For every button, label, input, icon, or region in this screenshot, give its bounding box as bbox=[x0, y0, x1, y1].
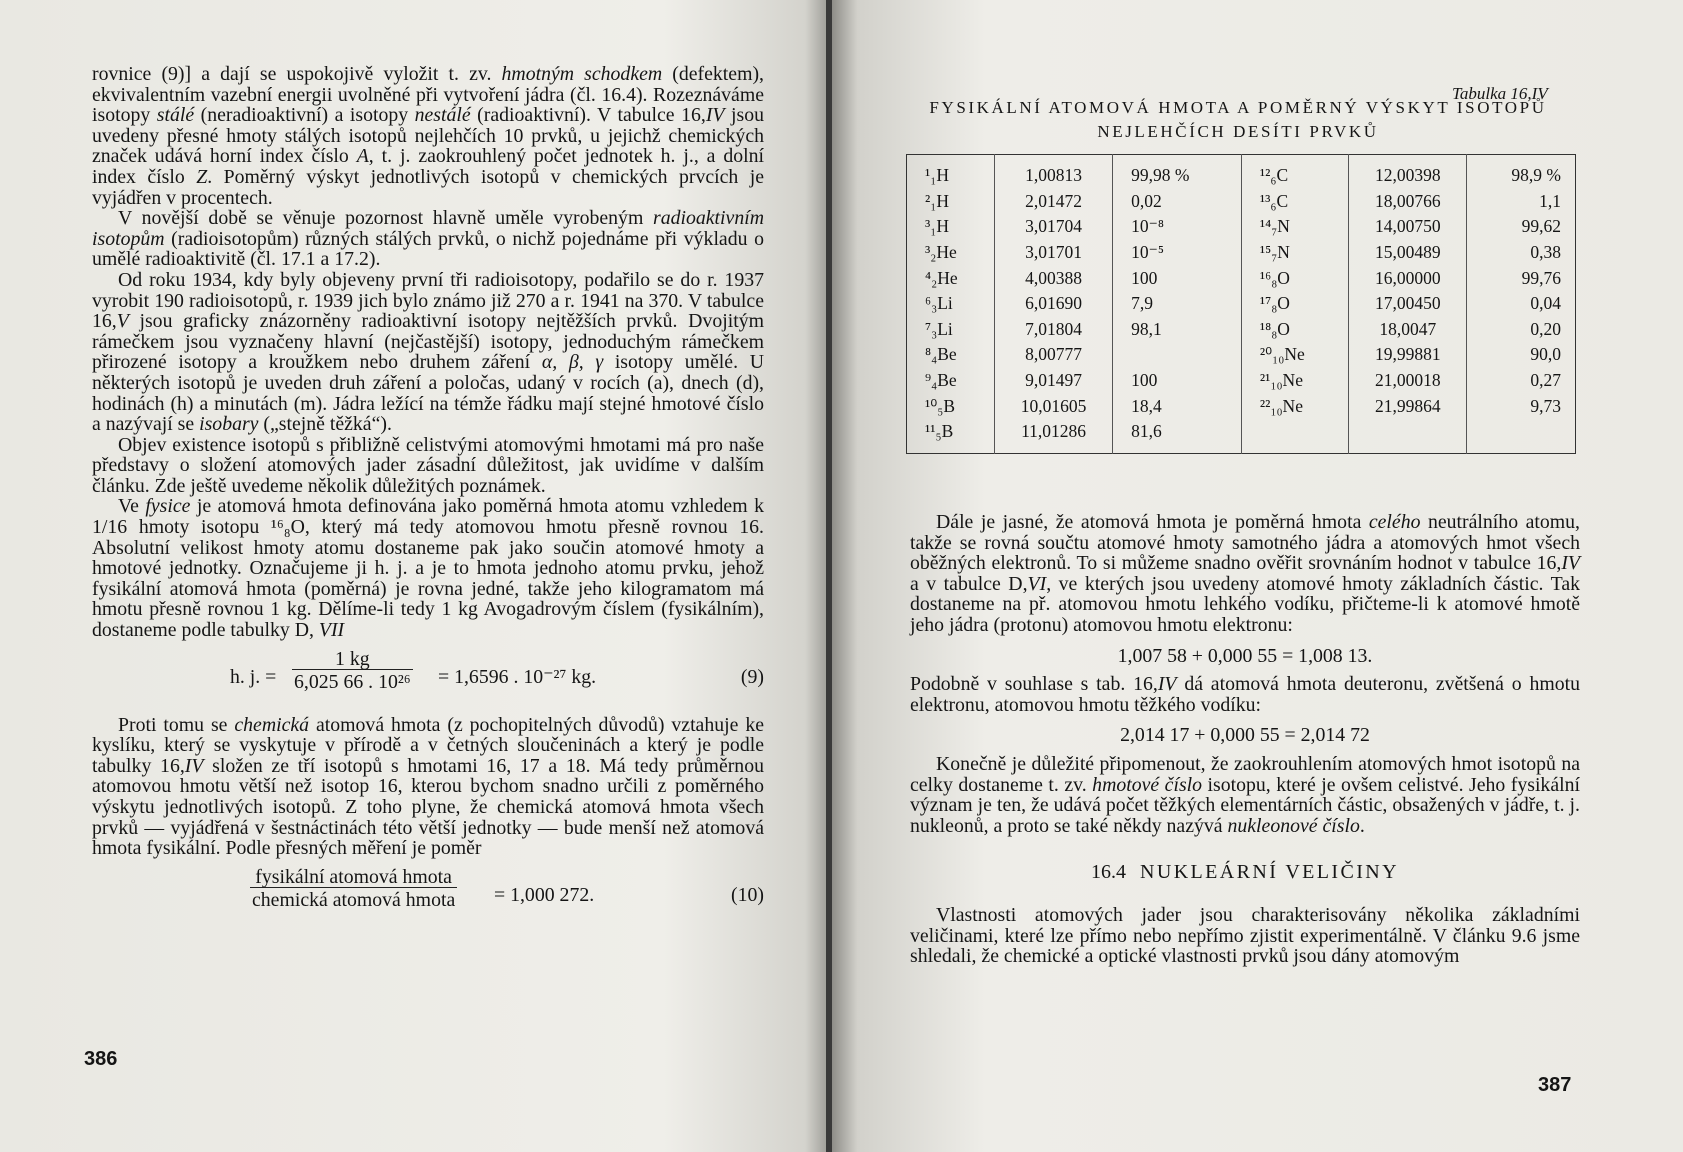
italic-text: VII bbox=[318, 619, 345, 642]
table-row bbox=[907, 368, 1576, 394]
abundance: 0,02 bbox=[1113, 189, 1242, 215]
text-run: (radioisotopům) různých stálých prvků, o nichž pojednáme při výkladu o umělé radioaktivitě (čl. 17.1 a 17.2). bbox=[92, 227, 764, 271]
eq9-lhs: h. j. = bbox=[230, 665, 277, 688]
italic-text: A bbox=[356, 145, 369, 168]
spacer-cell bbox=[1241, 445, 1348, 454]
atomic-mass: 3,01704 bbox=[995, 214, 1113, 240]
equation-deuterium: 2,014 17 + 0,000 55 = 2,014 72 bbox=[1120, 724, 1370, 747]
isotope-symbol: ⁷₃Li bbox=[907, 317, 995, 343]
right-page bbox=[832, 0, 1683, 1152]
atomic-mass: 15,00489 bbox=[1349, 240, 1467, 266]
section-number: 16.4 bbox=[1091, 861, 1127, 884]
isotope-symbol: ¹⁵₇N bbox=[1241, 240, 1348, 266]
atomic-mass: 18,0047 bbox=[1349, 317, 1467, 343]
abundance bbox=[1467, 419, 1576, 445]
paragraph bbox=[92, 496, 764, 640]
text-run: jsou uvedeny přesné hmoty stálých isotopů nejlehčích 10 prvků, u jejichž chemických značek udává horní index číslo bbox=[92, 104, 764, 168]
text-run: (neradioaktivní) a isotopy bbox=[194, 104, 415, 127]
text-run: isotopy umělé. U některých isotopů je uveden druh záření a poločas, udaný v rocích (a), dnech (d), hodinách (h) a minutách (m). Jádra ležící na témže řádku mají stejné hmotové číslo a nazývají se bbox=[92, 351, 765, 436]
italic-text: fysice bbox=[145, 495, 191, 518]
italic-text: isobary bbox=[199, 413, 259, 436]
text-run: , ve kterých jsou uvedeny atomové hmoty základních částic. Tak dostaneme na př. atomovou hmotu lehkého vodíku, přičteme-li k atomové hmotě jeho jádra (protonu) atomovou hmotu elektronu: bbox=[910, 572, 1580, 636]
abundance: 100 bbox=[1113, 265, 1242, 291]
abundance: 7,9 bbox=[1113, 291, 1242, 317]
italic-text: α, β, γ bbox=[541, 351, 604, 374]
table-row bbox=[907, 163, 1576, 189]
italic-text: IV bbox=[184, 754, 204, 777]
isotope-symbol: ⁶₃Li bbox=[907, 291, 995, 317]
italic-text: stálé bbox=[156, 104, 195, 127]
eq9-rhs: = 1,6596 . 10⁻²⁷ kg. bbox=[438, 665, 597, 688]
table-row bbox=[907, 419, 1576, 445]
table-row bbox=[907, 393, 1576, 419]
isotope-symbol: ⁸₄Be bbox=[907, 342, 995, 368]
abundance: 0,04 bbox=[1467, 291, 1576, 317]
table-spacer bbox=[907, 155, 1576, 164]
eq10-numerator: fysikální atomová hmota bbox=[250, 867, 457, 889]
isotope-symbol: ¹¹₅B bbox=[907, 419, 995, 445]
atomic-mass: 10,01605 bbox=[995, 393, 1113, 419]
italic-text: radioaktivním isotopům bbox=[92, 207, 764, 250]
right-page-text bbox=[910, 512, 1580, 967]
atomic-mass: 14,00750 bbox=[1349, 214, 1467, 240]
atomic-mass: 16,00000 bbox=[1349, 265, 1467, 291]
text-run: atomová hmota (z pochopitelných důvodů) vztahuje ke kyslíku, který se vyskytuje v přírodě a v četných sloučeninách a který je podle tabulky 16, bbox=[92, 713, 764, 777]
spacer-cell bbox=[1241, 155, 1348, 164]
eq9-fraction bbox=[292, 649, 413, 693]
spacer-cell bbox=[1349, 445, 1467, 454]
atomic-mass: 18,00766 bbox=[1349, 189, 1467, 215]
isotope-symbol: ¹₁H bbox=[907, 163, 995, 189]
text-run: Proti tomu se bbox=[118, 713, 235, 736]
spacer-cell bbox=[1467, 445, 1576, 454]
atomic-mass: 4,00388 bbox=[995, 265, 1113, 291]
text-run: . Poměrný výskyt jednotlivých isotopů v chemických prvcích je vyjádřen v procentech. bbox=[92, 165, 764, 209]
text-run: (radioaktivní). V tabulce 16, bbox=[470, 104, 706, 127]
isotope-table bbox=[906, 154, 1576, 454]
paragraph-konecne bbox=[910, 754, 1580, 836]
italic-text: chemická bbox=[234, 713, 310, 736]
table-spacer bbox=[907, 445, 1576, 454]
spacer-cell bbox=[1113, 445, 1242, 454]
equation-9 bbox=[92, 649, 764, 705]
table-label: Tabulka 16,IV bbox=[1452, 84, 1548, 103]
abundance: 98,9 % bbox=[1467, 163, 1576, 189]
isotope-symbol: ³₁H bbox=[907, 214, 995, 240]
abundance: 9,73 bbox=[1467, 393, 1576, 419]
abundance: 99,76 bbox=[1467, 265, 1576, 291]
paragraph-podobne bbox=[910, 674, 1580, 715]
abundance: 98,1 bbox=[1113, 317, 1242, 343]
paragraph-vlastnosti bbox=[910, 905, 1580, 967]
isotope-symbol: ³₂He bbox=[907, 240, 995, 266]
atomic-mass: 21,00018 bbox=[1349, 368, 1467, 394]
atomic-mass: 2,01472 bbox=[995, 189, 1113, 215]
spacer-cell bbox=[907, 155, 995, 164]
isotope-symbol: ²₁H bbox=[907, 189, 995, 215]
abundance: 0,27 bbox=[1467, 368, 1576, 394]
page-number-right: 387 bbox=[1538, 1074, 1572, 1096]
atomic-mass: 6,01690 bbox=[995, 291, 1113, 317]
text-run: V novější době se věnuje pozornost hlavně uměle vyrobeným bbox=[118, 207, 654, 230]
text-run: jsou graficky znázorněny radioaktivní isotopy nejtěžších prvků. Dvojitým rámečkem jsou vyznačeny hlavní (nejčastější) isotopy, jednoduchým rámečkem přirozené isotopy a kroužkem nebo druhem záření bbox=[92, 310, 764, 374]
atomic-mass: 8,00777 bbox=[995, 342, 1113, 368]
left-paragraphs bbox=[92, 64, 764, 641]
table-row bbox=[907, 342, 1576, 368]
italic-text: nestálé bbox=[414, 104, 471, 127]
table-row bbox=[907, 265, 1576, 291]
abundance: 100 bbox=[1113, 368, 1242, 394]
abundance: 0,20 bbox=[1467, 317, 1576, 343]
text-run: Od roku 1934, kdy byly objeveny první tři radioisotopy, podařilo se do r. 1937 vyrobit 190 radioisotopů, r. 1939 jich bylo známo již 270 a r. 1941 na 370. V tabulce 16, bbox=[92, 268, 764, 333]
text-run: dá atomová hmota deuteronu, zvětšená o hmotu elektronu, atomovou hmotu těžkého vodíku: bbox=[910, 673, 1580, 716]
paragraph-dale bbox=[910, 512, 1580, 636]
abundance: 99,98 % bbox=[1113, 163, 1242, 189]
italic-text: hmotové číslo bbox=[1092, 773, 1203, 796]
text-run: a v tabulce D, bbox=[910, 572, 1028, 595]
paragraph bbox=[92, 208, 764, 270]
eq9-number: (9) bbox=[740, 665, 764, 688]
text-run: rovnice (9)] a dají se uspokojivě vyložit t. zv. bbox=[92, 63, 502, 85]
isotope-symbol: ¹⁰₅B bbox=[907, 393, 995, 419]
abundance: 10⁻⁸ bbox=[1113, 214, 1242, 240]
spacer-cell bbox=[1349, 155, 1467, 164]
table-row bbox=[907, 189, 1576, 215]
italic-text: Z bbox=[196, 165, 208, 188]
italic-text: IV bbox=[1157, 673, 1177, 696]
italic-text: VI bbox=[1027, 572, 1047, 595]
isotope-symbol: ¹²₆C bbox=[1241, 163, 1348, 189]
abundance: 90,0 bbox=[1467, 342, 1576, 368]
eq9-denominator: 6,025 66 . 10²⁶ bbox=[294, 671, 411, 694]
equation-hydrogen: 1,007 58 + 0,000 55 = 1,008 13. bbox=[1117, 644, 1373, 667]
atomic-mass: 7,01804 bbox=[995, 317, 1113, 343]
table-row bbox=[907, 240, 1576, 266]
left-page-text bbox=[92, 64, 764, 933]
text-run: Konečně je důležité připomenout, že zaokrouhlením atomových hmot isotopů na celky dostaneme t. zv. bbox=[910, 752, 1580, 796]
text-run: , t. j. zaokrouhlený počet jednotek h. j., a dolní index číslo bbox=[92, 145, 765, 188]
isotope-symbol: ²¹₁₀Ne bbox=[1241, 368, 1348, 394]
equation-10 bbox=[92, 867, 764, 923]
table-row bbox=[907, 317, 1576, 343]
spacer-cell bbox=[1113, 155, 1242, 164]
atomic-mass: 21,99864 bbox=[1349, 393, 1467, 419]
isotope-symbol: ¹⁶₈O bbox=[1241, 265, 1348, 291]
atomic-mass: 19,99881 bbox=[1349, 342, 1467, 368]
table-title-line-1: FYSIKÁLNÍ ATOMOVÁ HMOTA A POMĚRNÝ VÝSKYT ISOTOPŮ bbox=[929, 98, 1547, 117]
text-run: Objev existence isotopů s přibližně celistvými atomovými hmotami má pro naše představy o složení atomových jader zásadní důležitost, jak uvidíme v dalším článku. Zde ještě uvedeme několik důležitých poznámek. bbox=[92, 433, 764, 497]
atomic-mass: 12,00398 bbox=[1349, 163, 1467, 189]
italic-text: V bbox=[116, 310, 129, 333]
abundance: 81,6 bbox=[1113, 419, 1242, 445]
text-run: (defektem), ekvivalentním vazební energii uvolněné při vytvoření jádra (čl. 16.4). Rozeznáváme isotopy bbox=[92, 63, 765, 127]
spacer-cell bbox=[1467, 155, 1576, 164]
atomic-mass: 11,01286 bbox=[995, 419, 1113, 445]
isotope-symbol: ²²₁₀Ne bbox=[1241, 393, 1348, 419]
paragraph bbox=[92, 435, 764, 497]
section-title: NUKLEÁRNÍ VELIČINY bbox=[1140, 861, 1399, 884]
italic-text: celého bbox=[1368, 511, 1421, 533]
isotope-symbol: ¹³₆C bbox=[1241, 189, 1348, 215]
text-run: . bbox=[1359, 814, 1365, 837]
italic-text: nukleonové číslo bbox=[1227, 814, 1360, 837]
section-heading bbox=[910, 862, 1580, 883]
isotope-symbol: ⁴₂He bbox=[907, 265, 995, 291]
isotope-symbol bbox=[1241, 419, 1348, 445]
eq10-denominator: chemická atomová hmota bbox=[252, 889, 456, 912]
abundance: 0,38 bbox=[1467, 240, 1576, 266]
table-title bbox=[878, 96, 1598, 144]
atomic-mass: 1,00813 bbox=[995, 163, 1113, 189]
text-run: Ve bbox=[118, 495, 146, 518]
abundance: 99,62 bbox=[1467, 214, 1576, 240]
isotope-symbol: ⁹₄Be bbox=[907, 368, 995, 394]
text-run: složen ze tří isotopů s hmotami 16, 17 a 18. Má tedy průměrnou atomovou hmotu větší než isotop 16, kterou bychom snadno určili z poměrného výskytu jednotlivých isotopů. Z toho plyne, že chemická atomová hmota všech prvků — vyjádřená v šestnáctinách této větší jednotky — bude menší než atomová hmota fysikální. Podle přesných měření je poměr bbox=[92, 754, 764, 860]
spacer-cell bbox=[995, 155, 1113, 164]
paragraph bbox=[92, 64, 764, 208]
italic-text: IV bbox=[1561, 552, 1580, 575]
table-row bbox=[907, 214, 1576, 240]
isotope-symbol: ¹⁸₈O bbox=[1241, 317, 1348, 343]
table-row bbox=[907, 291, 1576, 317]
atomic-mass bbox=[1349, 419, 1467, 445]
paragraph bbox=[92, 715, 764, 859]
atomic-mass: 9,01497 bbox=[995, 368, 1113, 394]
isotope-symbol: ¹⁴₇N bbox=[1241, 214, 1348, 240]
text-run: Vlastnosti atomových jader jsou charakterisovány několika základními veličinami, které lze přímo nebo nepřímo zjistit experimentálně. V článku 9.6 jsme shledali, že chemické a optické vlastnosti prvků jsou dány atomovým bbox=[910, 903, 1580, 968]
italic-text: hmotným schodkem bbox=[501, 63, 663, 85]
left-page bbox=[0, 0, 830, 1152]
text-run: („stejně těžká“). bbox=[258, 413, 392, 436]
abundance: 18,4 bbox=[1113, 393, 1242, 419]
table-title-line-2: NEJLEHČÍCH DESÍTI PRVKŮ bbox=[1097, 122, 1379, 141]
abundance bbox=[1113, 342, 1242, 368]
eq9-numerator: 1 kg bbox=[292, 649, 413, 671]
text-run: neutrálního atomu, takže se rovná součtu atomové hmoty samotného jádra a atomových hmot všech oběžných elektronů. To si můžeme snadno ověřit srovnáním hodnot v tabulce 16, bbox=[910, 511, 1580, 575]
paragraph bbox=[92, 270, 764, 435]
text-run: Dále je jasné, že atomová hmota je poměrná hmota bbox=[936, 511, 1369, 533]
eq10-number: (10) bbox=[731, 883, 764, 906]
abundance: 10⁻⁵ bbox=[1113, 240, 1242, 266]
italic-text: IV bbox=[705, 104, 725, 127]
page-number-left: 386 bbox=[84, 1048, 118, 1070]
spacer-cell bbox=[907, 445, 995, 454]
atomic-mass: 3,01701 bbox=[995, 240, 1113, 266]
abundance: 1,1 bbox=[1467, 189, 1576, 215]
text-run: Podobně v souhlase s tab. 16, bbox=[910, 673, 1158, 696]
eq10-fraction bbox=[250, 867, 457, 911]
atomic-mass: 17,00450 bbox=[1349, 291, 1467, 317]
text-run: isotopu, které je ovšem celistvé. Jeho fysikální význam je ten, že udává počet těžkých elementárních částic, obsažených v jádře, t. j. nukleonů, a proto se také někdy nazývá bbox=[910, 773, 1580, 837]
spacer-cell bbox=[995, 445, 1113, 454]
text-run: je atomová hmota definována jako poměrná hmota atomu vzhledem k 1/16 hmoty isotopu ¹⁶₈O, který má tedy atomovou hmotu přesně rovnou 16. Absolutní velikost hmoty atomu dostaneme pak jako součin atomové hmoty a hmotové jednotky. Označujeme ji h. j. a je to hmota jednoho atomu prvku, jehož fysikální atomová hmota (poměrná) je rovna jedné, takže jeho kilogramatom má hmotu přesně rovnou 1 kg. Dělíme-li tedy 1 kg Avogadrovým číslem (fysikálním), dostaneme podle tabulky D, bbox=[92, 495, 764, 642]
isotope-symbol: ²⁰₁₀Ne bbox=[1241, 342, 1348, 368]
left-paragraphs-2 bbox=[92, 715, 764, 859]
isotope-symbol: ¹⁷₈O bbox=[1241, 291, 1348, 317]
eq10-rhs: = 1,000 272. bbox=[494, 883, 595, 906]
